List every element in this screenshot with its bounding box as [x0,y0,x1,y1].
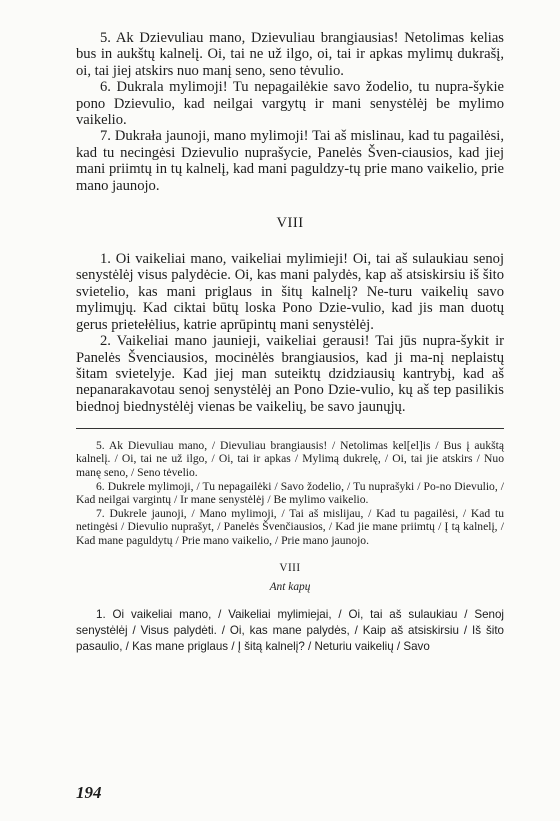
notes [76,439,504,655]
main-text [76,30,504,415]
main-paragraph-viii-1: 1. Oi vaikeliai mano, vaikeliai mylimieji! Oi, tai aš sulaukiau senoj senystėlėj visus palydėcie. Oi, kas mani palydės, kap aš atsiskirsiu iš šito svietelio, kas mani priglaus in šitų kalnelį? Ne-turu vaikelių savo mylimųjų. Kad ciktai būtų loska Pono Dzie-vulio, kad jis man duotų gerus prietełėlius, katrie aprūpintų mani senystėlėj. [76,251,504,333]
notes-section-subtitle: Ant kapų [269,580,311,593]
note-paragraph-5: 5. Ak Dievuliau mano, / Dievuliau brangiausis! / Netolimas kel[el]is / Bus į aukštą kalnelį. / Oi, tai ne už ilgo, / Oi, tai ir apkas / Mylimą dukrelę, / Oi, tai jie atskirs / Nuo manę seno, / Seno tėvelio. [76,439,504,479]
main-paragraph-6: 6. Dukrala mylimoji! Tu nepagailėkie savo žodelio, tu nupra-šykie pono Dzievulio, kad neilgai vargytų ir mani senystėlėj be mylimo vaikelio. [76,79,504,129]
main-paragraph-viii-2: 2. Vaikeliai mano jaunieji, vaikeliai gerausi! Tai jūs nupra-šykit ir Panelės Švenciausios, mocinėlės brangiausios, kad ji ma-nį neplaistų šitam svietelyje. Kad jiej man suteiktų dzidziausių kantrybį, kad aš nepanarakavotau senoj senystėlėj an Pono Dzie-vulio, kų aš tep pasilikis biednoj biednystėlėj vienas be vaikelių, be savo jaunųjų. [76,333,504,415]
notes-section-heading: VIII [279,561,301,574]
note-paragraph-6: 6. Dukrele mylimoji, / Tu nepagailėki / Savo žodelio, / Tu nuprašyki / Po-no Dievulio, / Kad neilgai vargintų / Ir mane senystėlėj / Be mylimo vaikelio. [76,479,504,506]
page [76,30,504,655]
note-paragraph-viii-1: 1. Oi vaikeliai mano, / Vaikeliai mylimiejai, / Oi, tai aš sulaukiau / Senoj senystėlėj / Visus palydėti. / Oi, kas mane palydės, / Kaip aš atsiskirsiu / Iš šito pasaulio, / Kas mane priglaus / Į šitą kalnelį? / Neturiu vaikelių / Savo [76,607,504,653]
page-number: 194 [76,783,102,802]
note-paragraph-7: 7. Dukrele jaunoji, / Mano mylimoji, / Tai aš mislijau, / Kad tu pagailėsi, / Kad tu netingėsi / Dievulio nuprašyt, / Panelės Švenčiausios, / Kad jie mane priimtų / Į tą kalnelį, / Kad mane paguldytų / Prie mano vaikelio, / Prie mano jaunojo. [76,507,504,547]
footnote-divider [76,428,504,429]
main-paragraph-5: 5. Ak Dzievuliau mano, Dzievuliau brangiausias! Netolimas kelias bus in aukštų kalnelį. Oi, tai ne už ilgo, oi, tai ir apkas mylimų dukrašį, oi, tai jiej atskirs nuo manį seno, seno tėvulio. [76,30,504,79]
main-paragraph-7: 7. Dukrała jaunoji, mano mylimoji! Tai aš mislinau, kad tu pagailėsi, kad tu necingėsi Dzievulio nuprašycie, Panelės Šven-ciausios, kad jiej mani priimtų in tų kalnelį, kad mani paguldzy-tų prie mano vaikelio, prie mano jaunojo. [76,128,504,194]
section-heading: VIII [276,215,304,232]
